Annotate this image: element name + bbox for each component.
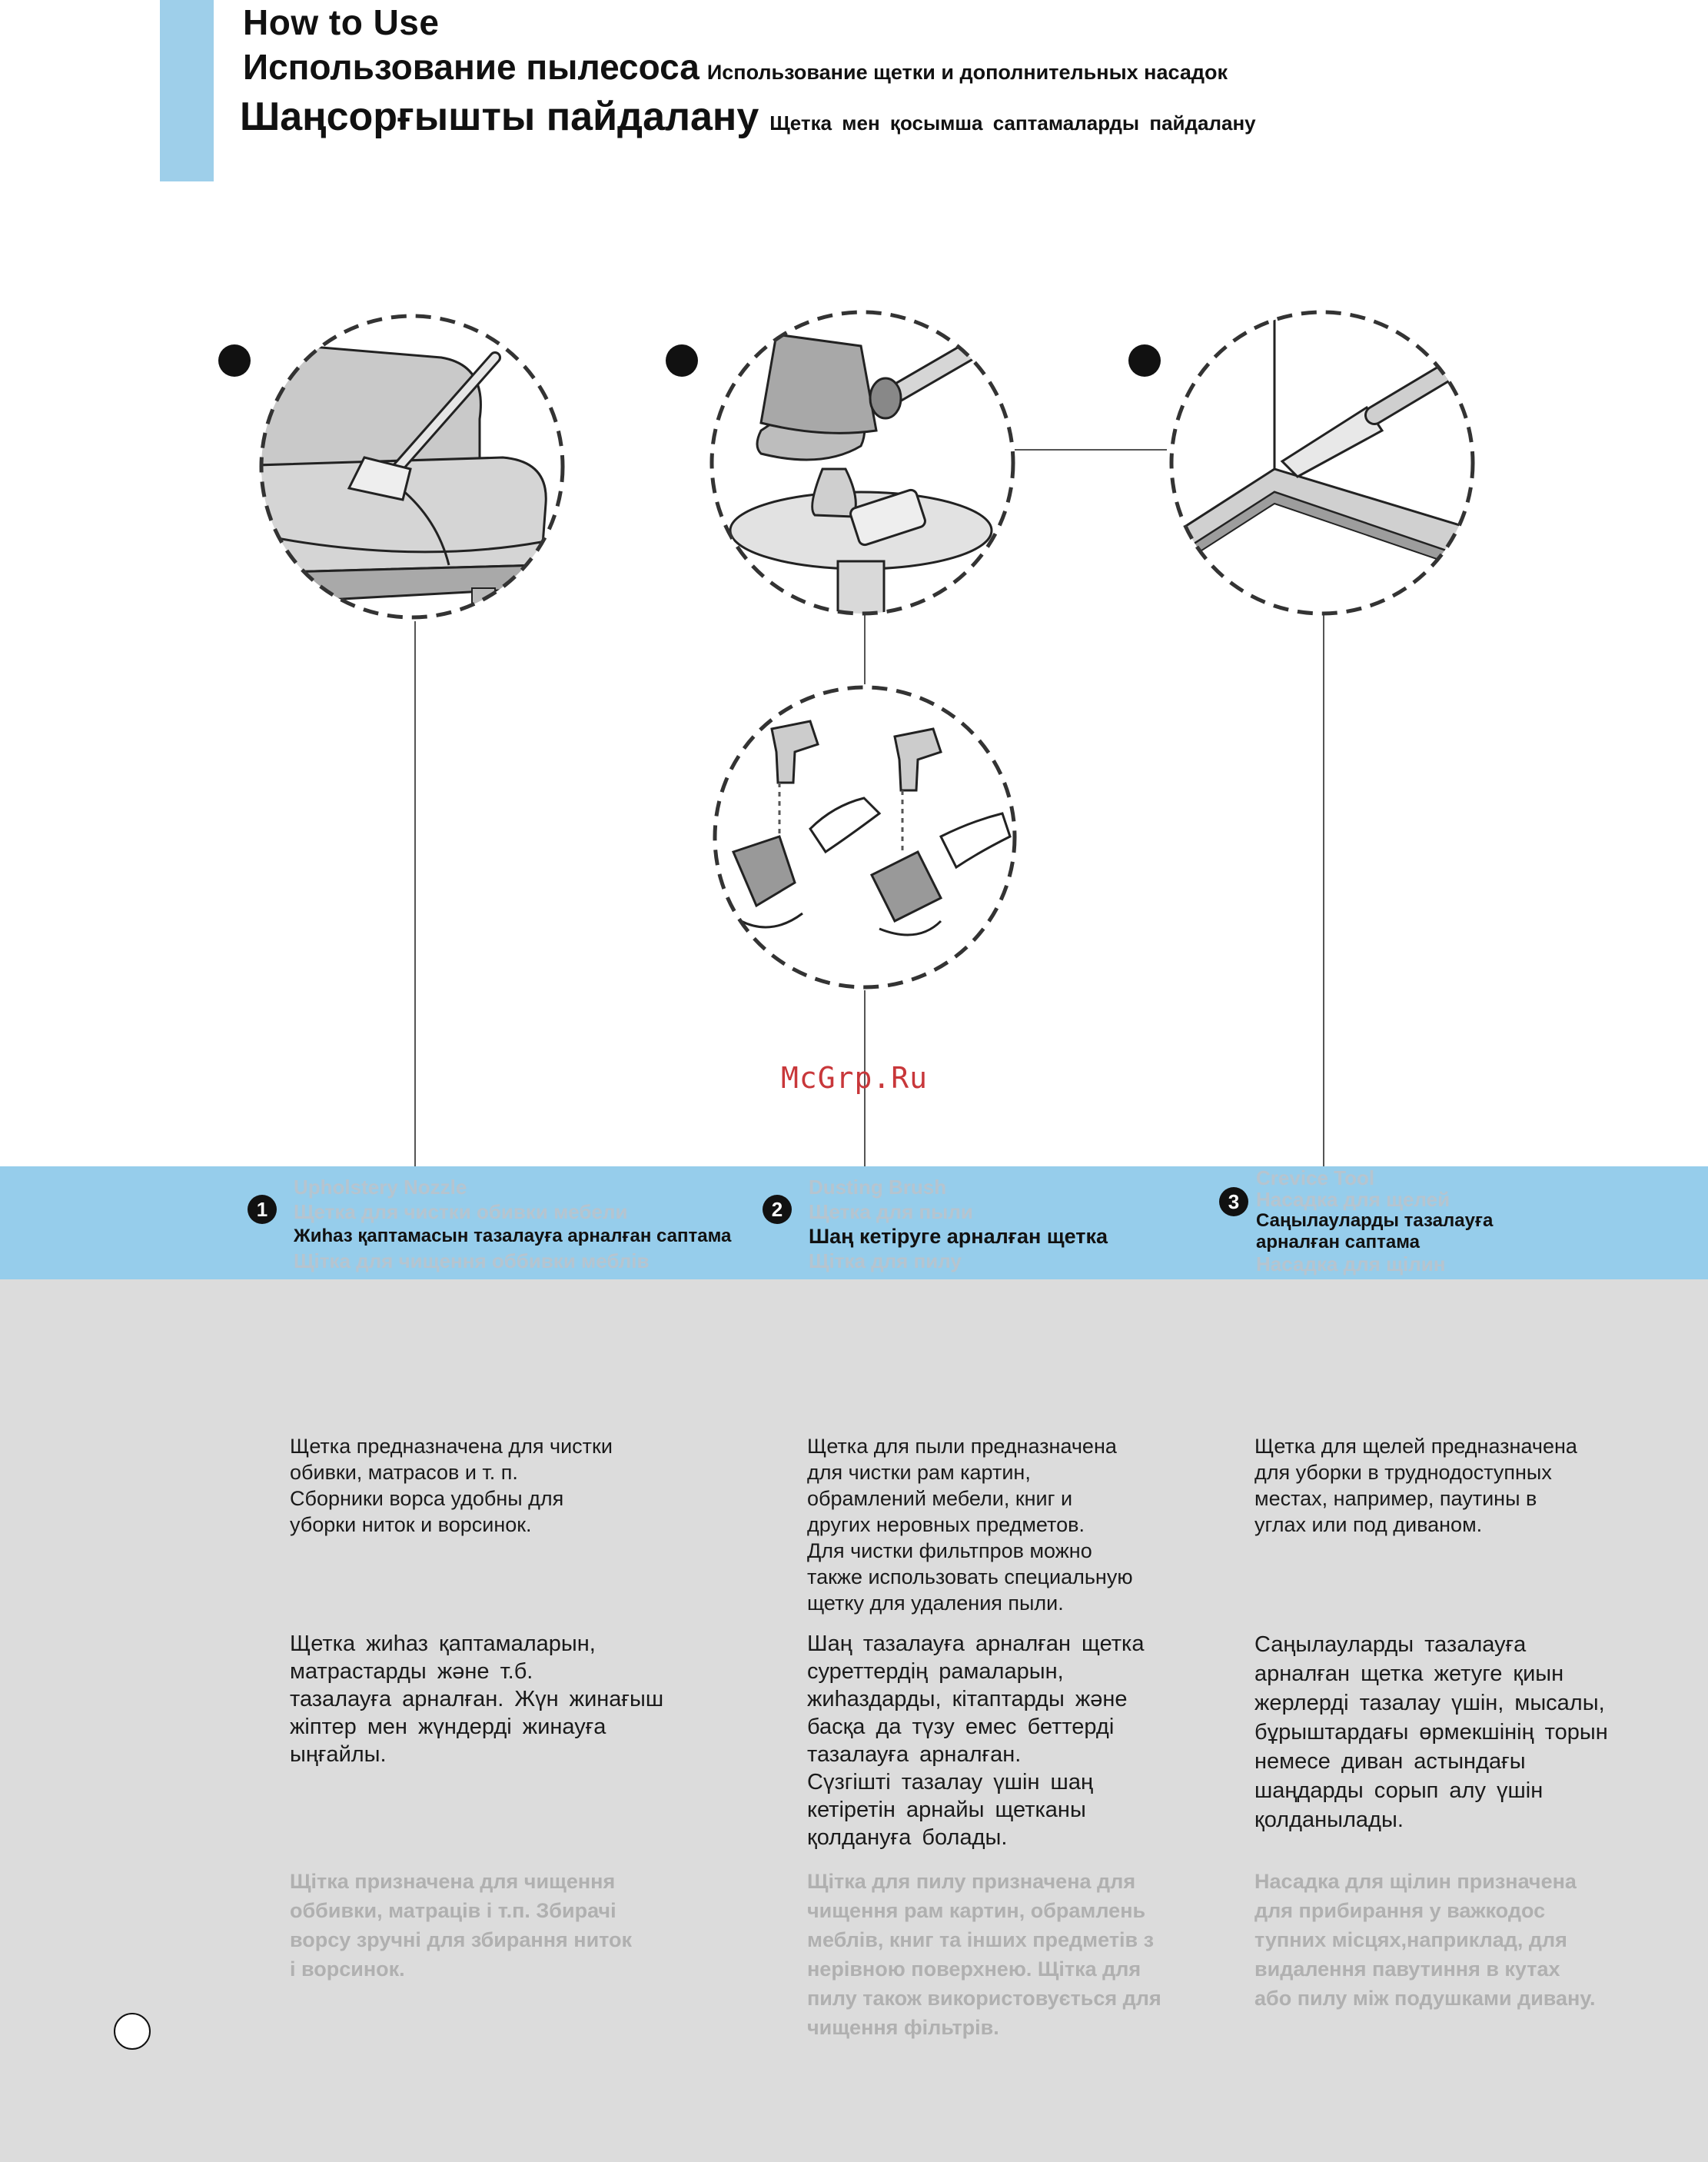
paragraph-line: або пилу між подушками дивану. xyxy=(1254,1987,1596,2010)
item-3-label xyxy=(1219,1167,1493,1275)
paragraph-line: Сборники ворса удобны для xyxy=(290,1487,564,1510)
paragraph-line: жиһаздарды, кітаптарды және xyxy=(807,1687,1128,1711)
paragraph-line: жіптер мен жүндерді жинауға xyxy=(290,1715,606,1739)
paragraph-line: і ворсинок. xyxy=(290,1957,405,1981)
paragraph-line: бұрыштардағы өрмекшінің торын xyxy=(1254,1720,1608,1745)
paragraph-line: нерівною поверхнею. Щітка для xyxy=(807,1957,1141,1981)
paragraph-line: чищення фільтрів. xyxy=(807,2016,999,2039)
paragraph-line: Для чистки фильтпров можно xyxy=(807,1539,1092,1562)
paragraph-line: для чистки рам картин, xyxy=(807,1461,1031,1484)
paragraph-line: для уборки в труднодоступных xyxy=(1254,1461,1552,1484)
item-2-name-ru: Щетка для пыли xyxy=(809,1200,973,1223)
item-1-name-kz: Жиһаз қаптамасын тазалауға арналған саптама xyxy=(294,1226,732,1246)
paragraph-line: Щетка жиһаз қаптамаларын, xyxy=(290,1631,596,1656)
paragraph-line: Щітка для пилу призначена для xyxy=(807,1870,1136,1893)
item-3-name-ua: Насадка для щілин xyxy=(1256,1252,1446,1276)
item-1-name-ua: Щітка для чищення оббивки меблів xyxy=(294,1249,650,1272)
paragraph-line: Щетка предназначена для чистки xyxy=(290,1435,613,1458)
item-2-name-ua: Щітка для пилу xyxy=(809,1249,962,1272)
paragraph-line: обивки, матрасов и т. п. xyxy=(290,1461,518,1484)
item-3-description-ua xyxy=(1254,1867,1596,2013)
paragraph-line: обрамлений мебели, книг и xyxy=(807,1487,1073,1510)
subtitle-russian: Использование щетки и дополнительных насадок xyxy=(706,61,1228,84)
paragraph-line: арналған щетка жетуге қиын xyxy=(1254,1661,1564,1686)
crevice-tool-illustration xyxy=(1167,308,1477,618)
paragraph-line: тазалауға арналған. Жүн жинағыш xyxy=(290,1687,664,1711)
paragraph-line: других неровных предметов. xyxy=(807,1513,1085,1536)
item-2-description-ua xyxy=(807,1867,1161,2042)
item-3-description-kz xyxy=(1254,1630,1608,1834)
item-1-description-kz xyxy=(290,1630,663,1768)
paragraph-line: тазалауға арналған. xyxy=(807,1742,1022,1767)
brush-washing-illustration xyxy=(710,683,1019,992)
upholstery-nozzle-illustration xyxy=(257,311,567,622)
paragraph-line: уборки ниток и ворсинок. xyxy=(290,1513,532,1536)
paragraph-line: тупних місцях,наприклад, для xyxy=(1254,1928,1567,1951)
paragraph-line: немесе диван астындағы xyxy=(1254,1749,1526,1774)
title-english: How to Use xyxy=(243,2,440,42)
paragraph-line: матрастарды және т.б. xyxy=(290,1659,533,1684)
item-1-name-ru: Щетка для чистки обивки мебели xyxy=(294,1200,628,1223)
item-2-label xyxy=(763,1175,1108,1273)
item-3-name-kz-line2: арналған саптама xyxy=(1256,1232,1420,1252)
page-number-circle xyxy=(114,2013,151,2050)
paragraph-line: Щетка для щелей предназначена xyxy=(1254,1435,1577,1458)
item-1-description-ua xyxy=(290,1867,632,1984)
subtitle-kazakh: Щетка мен қосымша саптамаларды пайдалану xyxy=(769,111,1256,135)
paragraph-line: жерлерді тазалау үшін, мысалы, xyxy=(1254,1691,1605,1715)
item-2-description-kz xyxy=(807,1630,1145,1851)
paragraph-line: углах или под диваном. xyxy=(1254,1513,1483,1536)
title-kazakh-main: Шаңсорғышты пайдалану xyxy=(240,95,759,139)
paragraph-line: Щетка для пыли предназначена xyxy=(807,1435,1117,1458)
paragraph-line: Щітка призначена для чищення xyxy=(290,1870,616,1893)
item-1-label xyxy=(248,1175,731,1273)
paragraph-line: басқа да түзу емес беттерді xyxy=(807,1715,1115,1739)
paragraph-line: қолданылады. xyxy=(1254,1808,1404,1832)
item-2-description-ru xyxy=(807,1433,1133,1616)
paragraph-line: местах, например, паутины в xyxy=(1254,1487,1537,1510)
paragraph-line: кетіретін арнайы щетканы xyxy=(807,1798,1086,1822)
item-2-number-badge: 2 xyxy=(763,1195,792,1224)
paragraph-line: ыңғайлы. xyxy=(290,1742,387,1767)
item-3-number-badge: 3 xyxy=(1219,1187,1248,1216)
paragraph-line: Сүзгішті тазалау үшін шаң xyxy=(807,1770,1093,1794)
paragraph-line: суреттердің рамаларын, xyxy=(807,1659,1064,1684)
item-3-description-ru xyxy=(1254,1433,1577,1538)
item-1-name-en: Upholstery Nozzle xyxy=(294,1176,467,1199)
item-3-name-ru: Насадка для щелей xyxy=(1256,1188,1450,1211)
dusting-brush-illustration xyxy=(707,308,1018,618)
paragraph-line: видалення павутиння в кутах xyxy=(1254,1957,1560,1981)
paragraph-line: Саңылауларды тазалауға xyxy=(1254,1632,1527,1657)
paragraph-line: Шаң тазалауға арналған щетка xyxy=(807,1631,1145,1656)
paragraph-line: также использовать специальную xyxy=(807,1565,1133,1588)
watermark: McGrp.Ru xyxy=(781,1061,929,1095)
item-3-name-kz-line1: Саңылауларды тазалауға xyxy=(1256,1210,1494,1231)
paragraph-line: щетку для удаления пыли. xyxy=(807,1592,1064,1615)
paragraph-line: меблів, книг та інших предметів з xyxy=(807,1928,1155,1951)
paragraph-line: пилу також використовується для xyxy=(807,1987,1161,2010)
item-1-description-ru xyxy=(290,1433,613,1538)
paragraph-line: чищення рам картин, обрамлень xyxy=(807,1899,1146,1922)
paragraph-line: Насадка для щілин призначена xyxy=(1254,1870,1577,1893)
paragraph-line: оббивки, матраців і т.п. Збирачі xyxy=(290,1899,616,1922)
item-1-number-badge: 1 xyxy=(248,1195,277,1224)
paragraph-line: для прибирання у важкодос xyxy=(1254,1899,1546,1922)
title-russian-main: Использование пылесоса xyxy=(243,47,699,87)
paragraph-line: ворсу зручні для збирання ниток xyxy=(290,1928,633,1951)
item-3-name-en: Crevice Tool xyxy=(1256,1166,1375,1189)
item-2-name-en: Dusting Brush xyxy=(809,1176,947,1199)
item-2-name-kz: Шаң кетіруге арналған щетка xyxy=(809,1225,1108,1248)
paragraph-line: қолдануға болады. xyxy=(807,1825,1008,1850)
paragraph-line: шаңдарды сорып алу үшін xyxy=(1254,1778,1544,1803)
